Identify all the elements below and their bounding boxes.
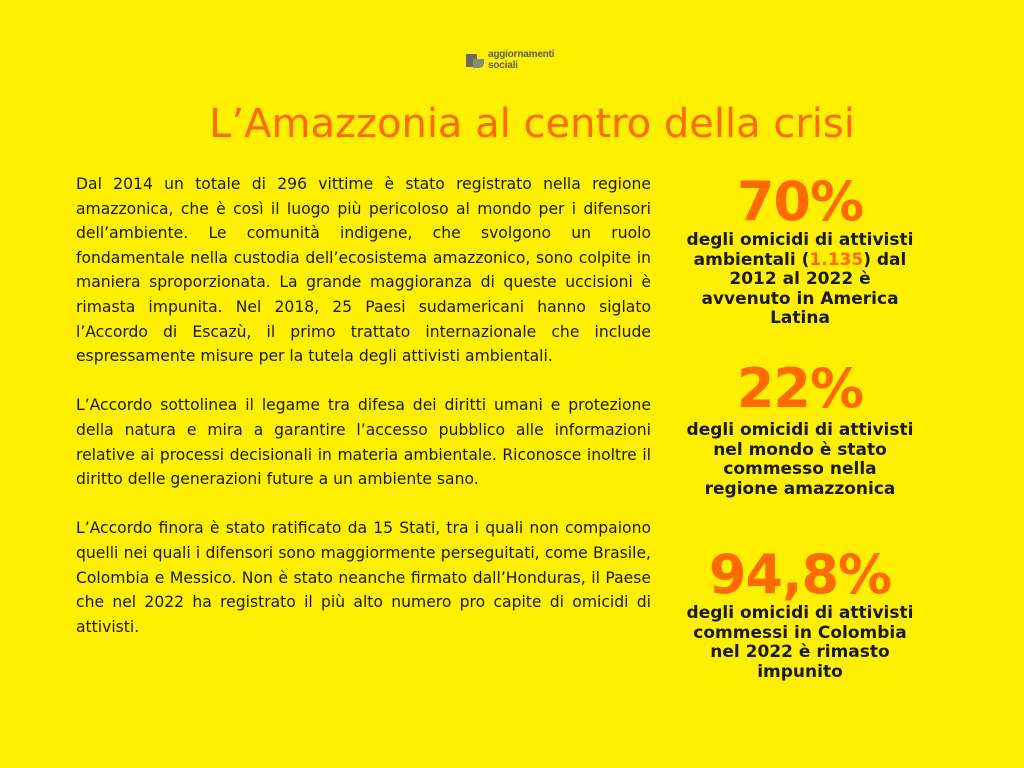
stat-highlight-number: 1.135 (809, 249, 864, 270)
logo-wordmark (488, 50, 554, 71)
body-text (76, 172, 651, 664)
logo-line-2: sociali (488, 60, 518, 71)
stat-value: 70% (736, 170, 864, 233)
stat-block-3 (684, 543, 916, 682)
logo-mark-icon (466, 51, 484, 71)
paragraph-2: L’Accordo sottolinea il legame tra difesa dei diritti umani e protezione della natura e mira a garantire l’accesso pubblico alle informazioni relative ai processi decisionali in materia ambientale. Riconosce inoltre il diritto delle generazioni future a un ambiente sano. (76, 396, 651, 489)
stat-description: degli omicidi di attivisti nel mondo è stato commesso nella regione amazzonica (686, 420, 914, 499)
paragraph-1: Dal 2014 un totale di 296 vittime è stato registrato nella regione amazzonica, che è così il luogo più pericoloso al mondo per i difensori dell’ambiente. Le comunità indigene, che svolgono un ruolo fondamentale nella custodia dell’ecosistema amazzonico, sono colpite in maniera sproporzionata. La grande maggioranza di queste uccisioni è rimasta impunita. Nel 2018, 25 Paesi sudamericani hanno siglato l’Accordo di Escazù, il primo trattato internazionale che include espressamente misure per la tutela degli attivisti ambientali. (76, 175, 651, 366)
stat-description: degli omicidi di attivisti commessi in Colombia nel 2022 è rimasto impunito (686, 603, 914, 682)
logo-line-1: aggiornamenti (488, 49, 555, 60)
publisher-logo (466, 50, 554, 71)
stat-description (684, 231, 916, 329)
stat-block-1 (684, 170, 916, 329)
page-title: L’Amazzonia al centro della crisi (209, 101, 855, 147)
stat-value: 22% (736, 357, 864, 420)
stat-value: 94,8% (708, 543, 892, 606)
stat-description-text: ) dal 2012 al 2022 è avvenuto in America Latina (701, 249, 907, 328)
stat-description-text: degli omicidi di attivisti ambientali ( (686, 230, 914, 270)
stat-block-2 (684, 357, 916, 499)
paragraph-3: L’Accordo finora è stato ratificato da 15 Stati, tra i quali non compaiono quelli nei quali i difensori sono maggiormente perseguitati, come Brasile, Colombia e Messico. Non è stato neanche firmato dall’Honduras, il Paese che nel 2022 ha registrato il più alto numero pro capite di omicidi di attivisti. (76, 519, 651, 636)
